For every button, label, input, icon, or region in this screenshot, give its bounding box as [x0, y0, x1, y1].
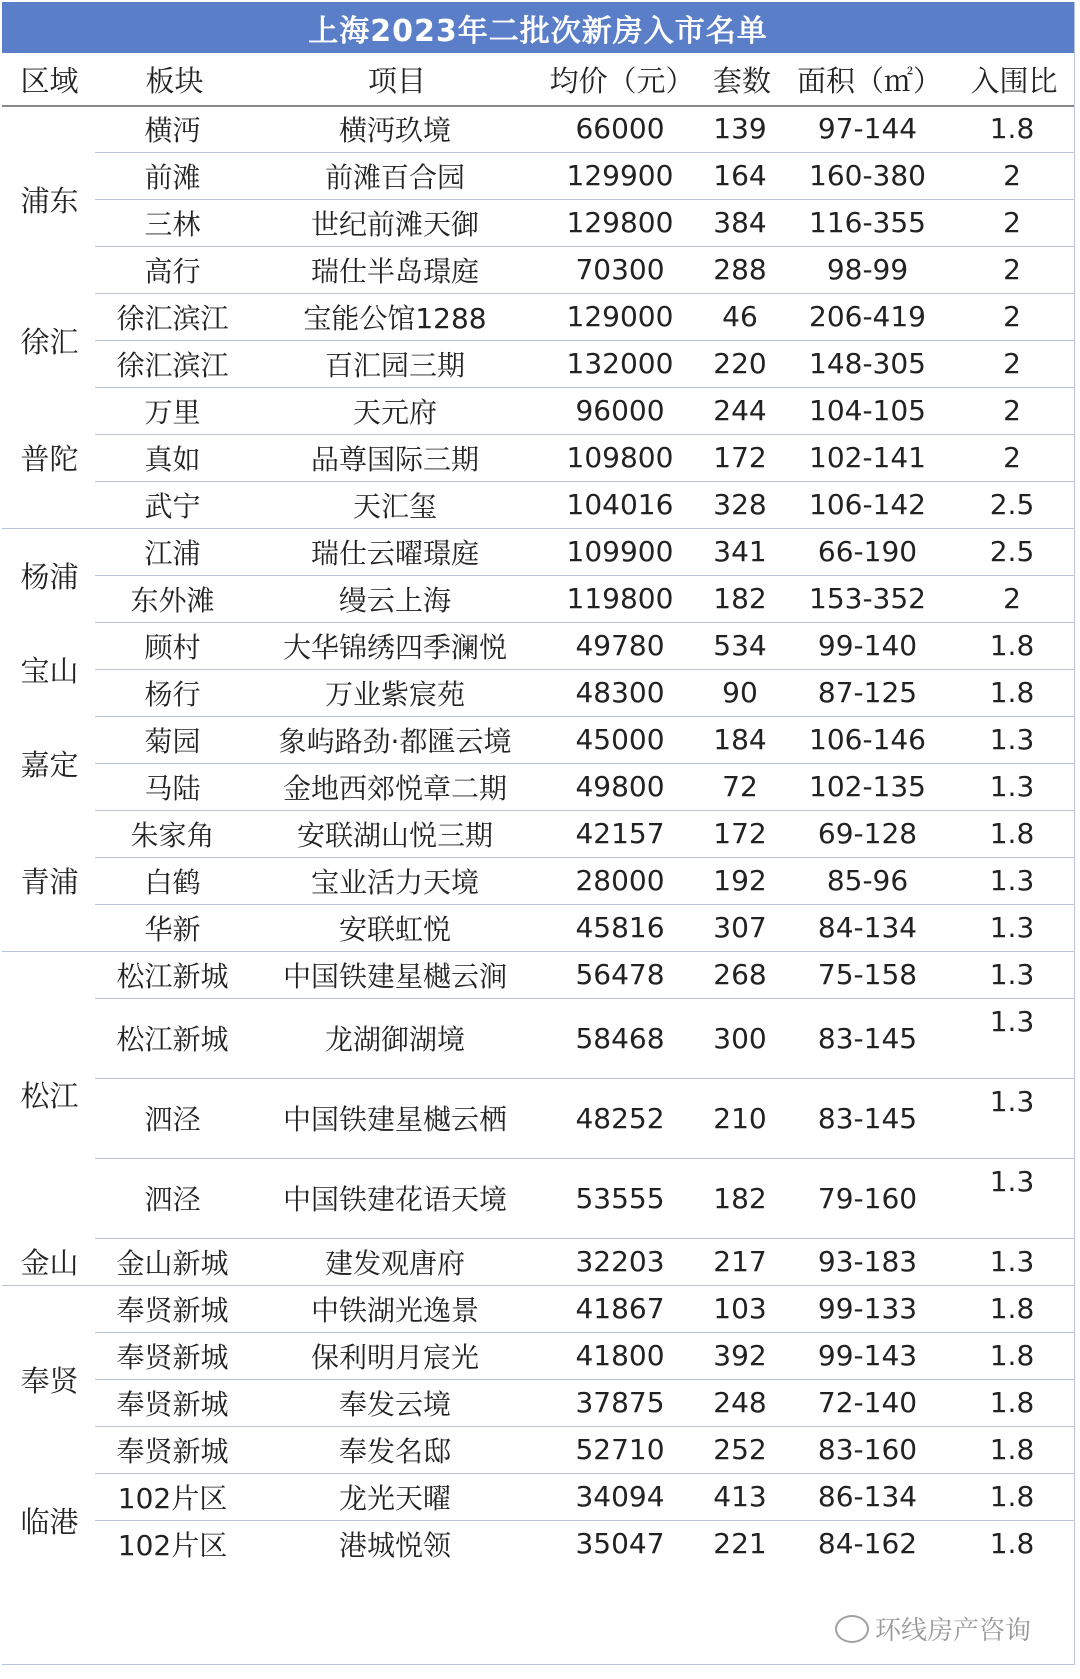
cell-area: 106-142 [809, 488, 926, 521]
cell-units: 172 [713, 441, 767, 474]
cell-ratio: 1.8 [989, 629, 1035, 662]
cell-price: 129900 [566, 159, 674, 192]
cell-price: 48252 [575, 1101, 665, 1135]
district-label: 临港 [20, 1504, 79, 1539]
cell-project: 安联湖山悦三期 [296, 818, 493, 852]
cell-project: 横沔玖境 [338, 113, 451, 147]
cell-project: 天元府 [352, 395, 437, 429]
cell-price: 34094 [575, 1480, 665, 1513]
cell-project: 前滩百合园 [324, 160, 465, 194]
header-cell: 区域 [20, 63, 79, 98]
cell-ratio: 2 [1003, 582, 1021, 615]
cell-area: 93-183 [817, 1245, 918, 1278]
cell-ratio: 2.5 [989, 535, 1035, 568]
cell-units: 46 [722, 300, 758, 333]
cell-price: 41867 [575, 1292, 665, 1325]
cell-block: 顾村 [144, 630, 201, 664]
cell-area: 75-158 [817, 958, 918, 991]
cell-ratio: 2 [1003, 159, 1021, 192]
cell-project: 象屿路劲·都匯云境 [278, 724, 512, 758]
cell-block: 徐汇滨江 [116, 301, 229, 335]
cell-units: 252 [713, 1433, 767, 1466]
wechat-icon [835, 1615, 869, 1643]
cell-block: 三林 [144, 207, 201, 241]
cell-project: 中国铁建花语天境 [282, 1183, 507, 1216]
cell-units: 184 [713, 723, 767, 756]
cell-block: 102片区 [117, 1481, 228, 1515]
cell-project: 金地西郊悦章二期 [282, 771, 507, 805]
cell-price: 132000 [566, 347, 674, 380]
cell-units: 534 [713, 629, 767, 662]
cell-units: 220 [713, 347, 767, 380]
cell-block: 东外滩 [130, 583, 215, 617]
cell-ratio: 1.3 [989, 1245, 1035, 1278]
district-label: 普陀 [20, 442, 79, 476]
cell-project: 缦云上海 [338, 583, 451, 617]
header-cell: 面积（㎡） [796, 63, 942, 98]
cell-project: 奉发云境 [338, 1387, 451, 1421]
district-label: 浦东 [20, 183, 79, 218]
cell-ratio: 1.3 [989, 958, 1035, 991]
watermark-text: 环线房产咨询 [875, 1616, 1032, 1646]
watermark [835, 1610, 1031, 1647]
cell-units: 244 [713, 394, 767, 427]
cell-area: 98-99 [826, 253, 909, 286]
cell-area: 99-133 [817, 1292, 918, 1325]
cell-price: 58468 [575, 1021, 665, 1055]
cell-units: 103 [713, 1292, 767, 1325]
cell-area: 102-141 [809, 441, 926, 474]
cell-ratio: 2 [1003, 253, 1021, 286]
cell-units: 268 [713, 958, 767, 991]
cell-block: 泗泾 [144, 1103, 201, 1136]
cell-units: 300 [713, 1021, 767, 1055]
cell-area: 87-125 [817, 676, 918, 709]
cell-price: 53555 [575, 1181, 665, 1215]
cell-price: 35047 [575, 1527, 665, 1560]
cell-units: 384 [713, 206, 767, 239]
cell-area: 153-352 [809, 582, 926, 615]
cell-area: 84-134 [817, 911, 918, 944]
cell-price: 49800 [575, 770, 665, 803]
cell-project: 中国铁建星樾云涧 [282, 959, 507, 993]
cell-units: 210 [713, 1101, 767, 1135]
cell-project: 港城悦领 [338, 1528, 451, 1562]
cell-units: 413 [713, 1480, 767, 1513]
cell-block: 松江新城 [116, 1023, 229, 1056]
district-label: 杨浦 [20, 559, 79, 594]
cell-project: 奉发名邸 [338, 1434, 451, 1468]
cell-area: 86-134 [817, 1480, 918, 1513]
cell-ratio: 1.3 [989, 911, 1035, 944]
cell-ratio: 1.3 [989, 770, 1035, 803]
cell-units: 182 [713, 582, 767, 615]
district-label: 金山 [20, 1246, 79, 1280]
header-cell: 均价（元） [549, 63, 695, 98]
cell-block: 江浦 [144, 536, 201, 570]
cell-price: 70300 [575, 253, 665, 286]
header-cell: 套数 [712, 63, 771, 98]
cell-price: 52710 [575, 1433, 665, 1466]
cell-price: 109800 [566, 441, 674, 474]
cell-ratio: 1.3 [989, 864, 1035, 897]
cell-units: 328 [713, 488, 767, 521]
cell-area: 104-105 [809, 394, 926, 427]
cell-block: 横沔 [144, 113, 201, 147]
cell-price: 45000 [575, 723, 665, 756]
cell-area: 85-96 [826, 864, 909, 897]
cell-block: 奉贤新城 [116, 1434, 229, 1468]
cell-area: 84-162 [817, 1527, 918, 1560]
cell-block: 武宁 [144, 489, 201, 523]
cell-area: 72-140 [817, 1386, 918, 1419]
cell-block: 万里 [144, 395, 201, 429]
cell-project: 保利明月宸光 [310, 1340, 479, 1374]
cell-block: 真如 [144, 442, 201, 476]
cell-block: 华新 [144, 912, 201, 946]
cell-project: 瑞仕云曜璟庭 [310, 536, 479, 570]
cell-project: 安联虹悦 [338, 912, 451, 946]
cell-block: 奉贤新城 [116, 1293, 229, 1327]
cell-area: 83-145 [817, 1101, 918, 1135]
cell-ratio: 1.8 [989, 1339, 1035, 1372]
cell-ratio: 2 [1003, 206, 1021, 239]
cell-ratio: 1.3 [989, 1165, 1035, 1198]
cell-price: 28000 [575, 864, 665, 897]
cell-ratio: 1.3 [989, 723, 1035, 756]
cell-ratio: 1.8 [989, 1292, 1035, 1325]
cell-units: 72 [722, 770, 758, 803]
cell-price: 96000 [575, 394, 665, 427]
cell-area: 160-380 [809, 159, 926, 192]
cell-units: 90 [722, 676, 758, 709]
cell-block: 奉贤新城 [116, 1340, 229, 1374]
cell-price: 41800 [575, 1339, 665, 1372]
district-label: 宝山 [20, 653, 79, 688]
cell-units: 248 [713, 1386, 767, 1419]
cell-project: 龙光天曜 [338, 1481, 451, 1515]
cell-project: 百汇园三期 [324, 348, 465, 382]
header-cell: 项目 [367, 63, 426, 98]
cell-area: 69-128 [817, 817, 918, 850]
cell-units: 172 [713, 817, 767, 850]
cell-units: 164 [713, 159, 767, 192]
cell-price: 129000 [566, 300, 674, 333]
cell-block: 102片区 [117, 1528, 228, 1562]
cell-ratio: 2 [1003, 347, 1021, 380]
header-cell: 入围比 [970, 63, 1058, 98]
cell-area: 116-355 [809, 206, 926, 239]
cell-price: 66000 [575, 112, 665, 145]
cell-price: 104016 [566, 488, 674, 521]
cell-project: 中铁湖光逸景 [310, 1293, 479, 1327]
district-label: 青浦 [20, 865, 79, 899]
cell-units: 221 [713, 1527, 767, 1560]
cell-price: 129800 [566, 206, 674, 239]
cell-units: 341 [713, 535, 767, 568]
cell-units: 392 [713, 1339, 767, 1372]
table-body [0, 105, 1080, 1679]
cell-block: 奉贤新城 [116, 1387, 229, 1421]
district-label: 奉贤 [20, 1363, 79, 1398]
cell-units: 139 [713, 112, 767, 145]
cell-ratio: 1.8 [989, 1527, 1035, 1560]
cell-block: 马陆 [144, 771, 201, 805]
cell-units: 288 [713, 253, 767, 286]
cell-project: 万业紫宸苑 [324, 677, 465, 711]
cell-area: 102-135 [809, 770, 926, 803]
cell-price: 49780 [575, 629, 665, 662]
cell-block: 徐汇滨江 [116, 348, 229, 382]
cell-ratio: 2 [1003, 300, 1021, 333]
cell-ratio: 2 [1003, 441, 1021, 474]
cell-units: 192 [713, 864, 767, 897]
cell-project: 龙湖御湖境 [324, 1023, 465, 1056]
table-right-border [1074, 2, 1075, 1664]
cell-ratio: 1.3 [989, 1085, 1035, 1118]
table-title: 上海2023年二批次新房入市名单 [2, 2, 1074, 53]
cell-project: 宝业活力天境 [310, 865, 479, 899]
cell-project: 宝能公馆1288 [303, 301, 487, 335]
cell-units: 182 [713, 1181, 767, 1215]
cell-price: 56478 [575, 958, 665, 991]
cell-price: 119800 [566, 582, 674, 615]
cell-ratio: 1.8 [989, 817, 1035, 850]
cell-project: 天汇玺 [352, 489, 437, 523]
cell-project: 中国铁建星樾云栖 [282, 1103, 507, 1136]
cell-block: 菊园 [144, 724, 201, 758]
district-label: 松江 [20, 1079, 79, 1113]
header-cell: 板块 [145, 63, 204, 98]
cell-block: 杨行 [144, 677, 201, 711]
cell-ratio: 1.8 [989, 1480, 1035, 1513]
cell-ratio: 1.8 [989, 1386, 1035, 1419]
cell-price: 42157 [575, 817, 665, 850]
cell-ratio: 1.8 [989, 1433, 1035, 1466]
cell-project: 品尊国际三期 [310, 442, 479, 476]
cell-block: 松江新城 [116, 959, 229, 993]
cell-area: 206-419 [809, 300, 926, 333]
cell-ratio: 2 [1003, 394, 1021, 427]
cell-ratio: 1.3 [989, 1005, 1035, 1038]
district-label: 嘉定 [20, 747, 79, 782]
cell-block: 高行 [144, 254, 201, 288]
cell-ratio: 2.5 [989, 488, 1035, 521]
cell-project: 建发观唐府 [324, 1246, 465, 1280]
district-label: 徐汇 [20, 324, 79, 359]
cell-area: 83-145 [817, 1021, 918, 1055]
cell-ratio: 1.8 [989, 112, 1035, 145]
cell-area: 97-144 [817, 112, 918, 145]
cell-area: 66-190 [817, 535, 918, 568]
cell-area: 99-140 [817, 629, 918, 662]
cell-price: 37875 [575, 1386, 665, 1419]
cell-price: 48300 [575, 676, 665, 709]
cell-area: 83-160 [817, 1433, 918, 1466]
table-bottom-border [2, 1664, 1075, 1665]
cell-price: 45816 [575, 911, 665, 944]
cell-block: 金山新城 [116, 1246, 229, 1280]
cell-area: 99-143 [817, 1339, 918, 1372]
table-header-row [2, 53, 1074, 107]
cell-project: 世纪前滩天御 [310, 207, 479, 241]
cell-project: 瑞仕半岛璟庭 [310, 254, 479, 288]
cell-ratio: 1.8 [989, 676, 1035, 709]
cell-units: 217 [713, 1245, 767, 1278]
cell-project: 大华锦绣四季澜悦 [282, 630, 507, 664]
cell-price: 32203 [575, 1245, 665, 1278]
cell-price: 109900 [566, 535, 674, 568]
cell-area: 148-305 [809, 347, 926, 380]
cell-block: 泗泾 [144, 1183, 201, 1216]
cell-block: 朱家角 [130, 818, 215, 852]
cell-units: 307 [713, 911, 767, 944]
cell-block: 白鹤 [144, 865, 201, 899]
cell-block: 前滩 [144, 160, 201, 194]
cell-area: 106-146 [809, 723, 926, 756]
cell-area: 79-160 [817, 1181, 918, 1215]
